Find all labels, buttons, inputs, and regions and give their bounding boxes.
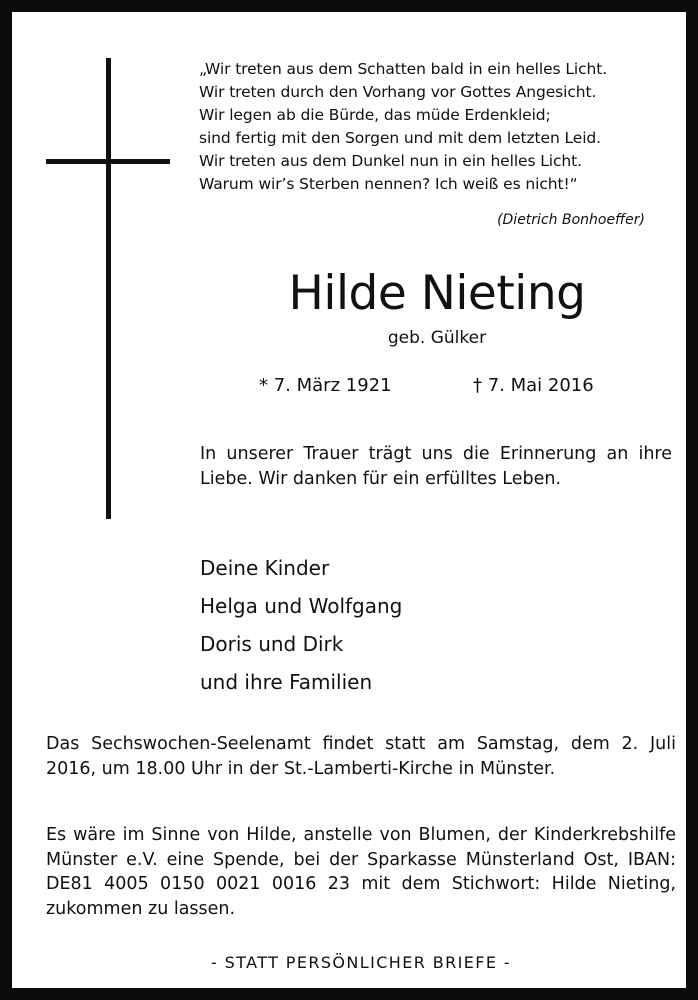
poem-line: Wir treten durch den Vorhang vor Gottes Angesicht. <box>199 83 597 101</box>
cross-horizontal-bar <box>46 159 170 164</box>
poem-line: Wir treten aus dem Dunkel nun in ein helles Licht. <box>199 152 582 170</box>
family-line: Helga und Wolfgang <box>200 594 403 618</box>
poem-line: „Wir treten aus dem Schatten bald in ein helles Licht. <box>199 60 608 78</box>
poem-line: sind fertig mit den Sorgen und mit dem letzten Leid. <box>199 129 601 147</box>
family-line: Deine Kinder <box>200 556 330 580</box>
death-date: † 7. Mai 2016 <box>473 375 594 396</box>
cross-vertical-bar <box>106 58 111 519</box>
donation-notice: Es wäre im Sinne von Hilde, anstelle von Blumen, der Kinderkrebshilfe Münster e.V. eine Spende, bei der Sparkasse Münsterland Ost, IBAN: DE81 4005 0150 0021 0016 23 mit dem Stichwort: Hilde Nieting, zukommen zu lassen. <box>46 825 676 919</box>
poem-source: (Dietrich Bonhoeffer) <box>497 212 645 228</box>
birth-date: * 7. März 1921 <box>259 375 392 396</box>
tribute-text: In unserer Trauer trägt uns die Erinnerung an ihre Liebe. Wir danken für ein erfülltes Leben. <box>200 444 672 489</box>
poem-line: Warum wir’s Sterben nennen? Ich weiß es nicht!“ <box>199 175 578 193</box>
family-line: und ihre Familien <box>200 670 373 694</box>
deceased-name: Hilde Nieting <box>288 266 586 321</box>
family-signatures <box>200 549 402 701</box>
poem <box>199 58 669 196</box>
service-notice: Das Sechswochen-Seelenamt findet statt am Samstag, dem 2. Juli 2016, um 18.00 Uhr in der St.-Lamberti-Kirche in Münster. <box>46 734 676 779</box>
closing-line: - STATT PERSÖNLICHER BRIEFE - <box>210 953 512 972</box>
poem-line: Wir legen ab die Bürde, das müde Erdenkleid; <box>199 106 551 124</box>
maiden-name: geb. Gülker <box>387 328 487 348</box>
family-line: Doris und Dirk <box>200 632 344 656</box>
